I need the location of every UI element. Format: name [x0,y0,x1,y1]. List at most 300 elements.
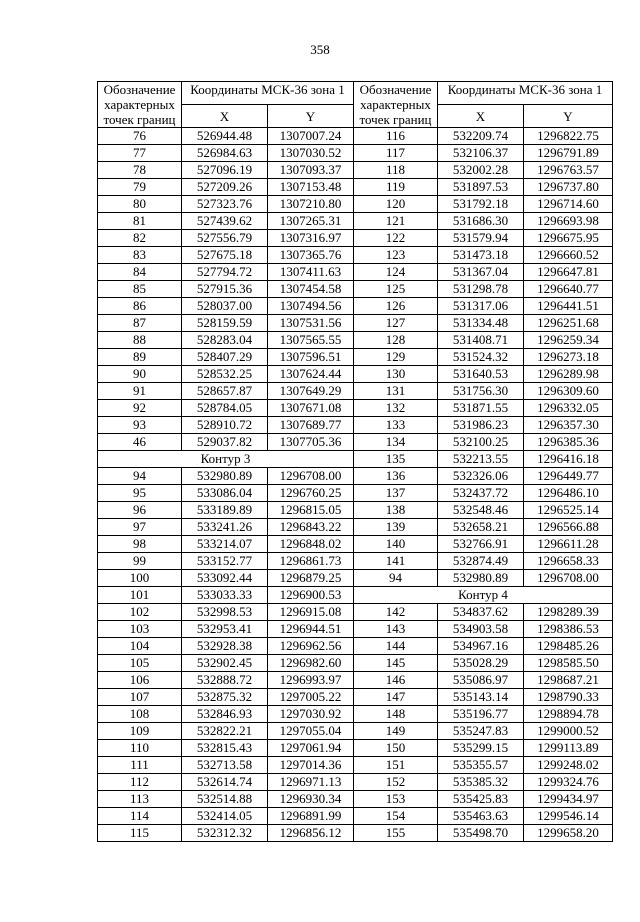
coord-y-left: 1307153.48 [268,179,354,196]
coord-x-right: 531756.30 [438,383,524,400]
point-id-right: 134 [354,434,438,451]
coord-x-right: 535143.14 [438,689,524,706]
coord-x-right: 535196.77 [438,706,524,723]
coord-x-right: 532326.06 [438,468,524,485]
point-id-left: 83 [98,247,182,264]
table-row [98,808,613,825]
table-row [98,162,613,179]
coord-y-right: 1296675.95 [524,230,613,247]
point-id-left: 95 [98,485,182,502]
coord-x-left: 533241.26 [182,519,268,536]
coord-y-left: 1307565.55 [268,332,354,349]
point-id-right: 136 [354,468,438,485]
point-id-left: 106 [98,672,182,689]
y-header-left: Y [268,105,354,128]
table-row [98,366,613,383]
table-row [98,655,613,672]
coord-y-right: 1298687.21 [524,672,613,689]
coord-y-left: 1296861.73 [268,553,354,570]
point-id-left: 91 [98,383,182,400]
coord-y-right: 1296763.57 [524,162,613,179]
coord-y-right: 1296273.18 [524,349,613,366]
coord-x-right: 535425.83 [438,791,524,808]
point-id-right: 148 [354,706,438,723]
coord-x-right: 532100.25 [438,434,524,451]
point-id-right: 132 [354,400,438,417]
point-id-right: 128 [354,332,438,349]
coord-y-left: 1297061.94 [268,740,354,757]
point-id-left: 77 [98,145,182,162]
coord-x-right: 534837.62 [438,604,524,621]
coord-x-left: 532980.89 [182,468,268,485]
coord-y-left: 1307365.76 [268,247,354,264]
contour-label-right: Контур 4 [354,587,613,604]
coord-x-right: 535355.57 [438,757,524,774]
coord-x-right: 531334.48 [438,315,524,332]
point-id-left: 92 [98,400,182,417]
coord-y-left: 1307411.63 [268,264,354,281]
coord-x-left: 528037.00 [182,298,268,315]
coord-y-left: 1297055.04 [268,723,354,740]
point-id-left: 111 [98,757,182,774]
designation-header-left: Обозначение характерных точек границ [98,82,182,128]
coord-x-left: 528159.59 [182,315,268,332]
coord-x-right: 535498.70 [438,825,524,842]
coord-y-left: 1296856.12 [268,825,354,842]
point-id-right: 139 [354,519,438,536]
table-row [98,434,613,451]
coord-y-right: 1296640.77 [524,281,613,298]
coord-y-right: 1296647.81 [524,264,613,281]
point-id-left: 76 [98,128,182,145]
table-row [98,468,613,485]
coord-y-right: 1296416.18 [524,451,613,468]
coord-x-right: 532106.37 [438,145,524,162]
coord-y-left: 1297030.92 [268,706,354,723]
point-id-left: 89 [98,349,182,366]
coord-x-left: 533033.33 [182,587,268,604]
coord-x-right: 532548.46 [438,502,524,519]
coord-x-left: 532312.32 [182,825,268,842]
table-row [98,672,613,689]
coord-y-right: 1296525.14 [524,502,613,519]
coord-y-left: 1307093.37 [268,162,354,179]
coord-y-left: 1307689.77 [268,417,354,434]
coord-y-left: 1307007.24 [268,128,354,145]
coord-x-right: 531686.30 [438,213,524,230]
coord-y-left: 1296915.08 [268,604,354,621]
coord-x-left: 533086.04 [182,485,268,502]
coord-x-left: 533214.07 [182,536,268,553]
point-id-right: 145 [354,655,438,672]
point-id-right: 141 [354,553,438,570]
point-id-right: 123 [354,247,438,264]
point-id-right: 124 [354,264,438,281]
coord-y-right: 1299248.02 [524,757,613,774]
point-id-left: 96 [98,502,182,519]
table-row [98,502,613,519]
coord-x-right: 532980.89 [438,570,524,587]
point-id-left: 90 [98,366,182,383]
table-row [98,349,613,366]
point-id-left: 87 [98,315,182,332]
coord-x-left: 532875.32 [182,689,268,706]
table-row [98,774,613,791]
coordinates-table [97,81,613,842]
table-header [98,82,613,128]
x-header-right: X [438,105,524,128]
coord-x-left: 532928.38 [182,638,268,655]
coord-x-right: 531986.23 [438,417,524,434]
coord-y-right: 1296289.98 [524,366,613,383]
point-id-right: 133 [354,417,438,434]
coord-y-left: 1296993.97 [268,672,354,689]
point-id-left: 108 [98,706,182,723]
point-id-right: 135 [354,451,438,468]
coord-y-left: 1296843.22 [268,519,354,536]
point-id-right: 125 [354,281,438,298]
coord-y-right: 1298894.78 [524,706,613,723]
coord-x-left: 527915.36 [182,281,268,298]
coord-y-right: 1296693.98 [524,213,613,230]
point-id-right: 140 [354,536,438,553]
point-id-right: 151 [354,757,438,774]
coord-y-right: 1296566.88 [524,519,613,536]
coord-x-left: 532998.53 [182,604,268,621]
contour-label-left: Контур 3 [98,451,354,468]
coordinates-header-right: Координаты МСК-36 зона 1 [438,82,613,105]
point-id-right: 130 [354,366,438,383]
table-row [98,417,613,434]
table-row [98,264,613,281]
coord-y-right: 1296449.77 [524,468,613,485]
coord-x-right: 531897.53 [438,179,524,196]
coord-y-left: 1307624.44 [268,366,354,383]
point-id-right: 126 [354,298,438,315]
coord-x-right: 531871.55 [438,400,524,417]
table-row [98,298,613,315]
table-body [98,128,613,842]
point-id-left: 86 [98,298,182,315]
point-id-left: 80 [98,196,182,213]
coord-y-left: 1296930.34 [268,791,354,808]
coord-x-left: 533189.89 [182,502,268,519]
point-id-left: 102 [98,604,182,621]
point-id-left: 112 [98,774,182,791]
point-id-left: 99 [98,553,182,570]
coord-x-left: 532822.21 [182,723,268,740]
coord-y-right: 1296309.60 [524,383,613,400]
coord-x-right: 534903.58 [438,621,524,638]
point-id-right: 127 [354,315,438,332]
point-id-left: 100 [98,570,182,587]
coord-x-left: 528910.72 [182,417,268,434]
table-row [98,706,613,723]
coord-x-left: 533152.77 [182,553,268,570]
table-row [98,332,613,349]
coord-y-right: 1296611.28 [524,536,613,553]
coord-x-left: 527556.79 [182,230,268,247]
point-id-left: 114 [98,808,182,825]
point-id-right: 129 [354,349,438,366]
point-id-right: 155 [354,825,438,842]
coord-y-right: 1299113.89 [524,740,613,757]
coord-x-left: 532414.05 [182,808,268,825]
table-row [98,485,613,502]
table-row [98,536,613,553]
point-id-right: 144 [354,638,438,655]
coord-y-left: 1296815.05 [268,502,354,519]
coord-y-right: 1299000.52 [524,723,613,740]
coord-x-right: 532766.91 [438,536,524,553]
coord-y-right: 1296357.30 [524,417,613,434]
point-id-right: 147 [354,689,438,706]
point-id-left: 94 [98,468,182,485]
point-id-left: 84 [98,264,182,281]
point-id-left: 46 [98,434,182,451]
coord-x-left: 532614.74 [182,774,268,791]
table-row [98,230,613,247]
table-row [98,281,613,298]
coord-x-left: 527439.62 [182,213,268,230]
coord-x-right: 531408.71 [438,332,524,349]
point-id-right: 150 [354,740,438,757]
coord-y-right: 1296332.05 [524,400,613,417]
coord-x-left: 532888.72 [182,672,268,689]
coord-x-left: 526984.63 [182,145,268,162]
point-id-right: 153 [354,791,438,808]
coord-x-right: 532002.28 [438,162,524,179]
table-row [98,757,613,774]
coord-y-left: 1296944.51 [268,621,354,638]
coord-y-left: 1307454.58 [268,281,354,298]
coord-x-left: 526944.48 [182,128,268,145]
table-row [98,247,613,264]
point-id-left: 97 [98,519,182,536]
coord-y-right: 1296714.60 [524,196,613,213]
point-id-left: 81 [98,213,182,230]
point-id-left: 113 [98,791,182,808]
coord-x-right: 531524.32 [438,349,524,366]
coord-y-right: 1299658.20 [524,825,613,842]
point-id-left: 82 [98,230,182,247]
point-id-right: 120 [354,196,438,213]
coord-y-right: 1296660.52 [524,247,613,264]
point-id-right: 138 [354,502,438,519]
table-row [98,213,613,230]
coord-y-left: 1307265.31 [268,213,354,230]
coord-y-left: 1296848.02 [268,536,354,553]
coord-y-left: 1296879.25 [268,570,354,587]
point-id-right: 122 [354,230,438,247]
table-row [98,740,613,757]
point-id-right: 137 [354,485,438,502]
point-id-right: 131 [354,383,438,400]
coord-x-right: 535028.29 [438,655,524,672]
point-id-left: 101 [98,587,182,604]
point-id-left: 88 [98,332,182,349]
coord-y-left: 1296962.56 [268,638,354,655]
table-row [98,451,613,468]
coord-x-right: 532658.21 [438,519,524,536]
point-id-right: 121 [354,213,438,230]
table-row [98,145,613,162]
y-header-right: Y [524,105,613,128]
coord-y-left: 1296708.00 [268,468,354,485]
coord-x-left: 529037.82 [182,434,268,451]
coord-x-left: 527675.18 [182,247,268,264]
coord-x-left: 532815.43 [182,740,268,757]
point-id-right: 116 [354,128,438,145]
point-id-right: 152 [354,774,438,791]
table-row [98,723,613,740]
coord-x-right: 535247.83 [438,723,524,740]
table-row [98,179,613,196]
coord-x-left: 527794.72 [182,264,268,281]
coord-y-left: 1296760.25 [268,485,354,502]
table-row [98,196,613,213]
point-id-right: 154 [354,808,438,825]
coord-x-right: 535385.32 [438,774,524,791]
coord-y-right: 1296441.51 [524,298,613,315]
coord-x-right: 532874.49 [438,553,524,570]
coord-y-right: 1296385.36 [524,434,613,451]
coord-x-left: 532902.45 [182,655,268,672]
coord-y-right: 1296251.68 [524,315,613,332]
x-header-left: X [182,105,268,128]
table-row [98,621,613,638]
coord-y-right: 1296822.75 [524,128,613,145]
coord-y-left: 1307210.80 [268,196,354,213]
coord-y-left: 1307531.56 [268,315,354,332]
coord-x-right: 531367.04 [438,264,524,281]
coord-y-right: 1298790.33 [524,689,613,706]
coord-y-right: 1296791.89 [524,145,613,162]
table-row [98,383,613,400]
point-id-left: 85 [98,281,182,298]
coord-x-right: 531473.18 [438,247,524,264]
point-id-right: 143 [354,621,438,638]
coord-y-right: 1299324.76 [524,774,613,791]
table-row [98,519,613,536]
coord-x-right: 532437.72 [438,485,524,502]
coord-y-left: 1307316.97 [268,230,354,247]
coord-y-left: 1296891.99 [268,808,354,825]
table-row [98,689,613,706]
point-id-left: 107 [98,689,182,706]
point-id-right: 149 [354,723,438,740]
coord-y-right: 1296737.80 [524,179,613,196]
coord-x-right: 531792.18 [438,196,524,213]
coord-y-right: 1298289.39 [524,604,613,621]
point-id-left: 93 [98,417,182,434]
designation-header-right: Обозначение характерных точек границ [354,82,438,128]
coord-y-left: 1307705.36 [268,434,354,451]
coord-y-left: 1307030.52 [268,145,354,162]
coord-x-right: 531640.53 [438,366,524,383]
coord-x-left: 527323.76 [182,196,268,213]
coord-x-right: 531298.78 [438,281,524,298]
point-id-left: 104 [98,638,182,655]
coord-y-right: 1296259.34 [524,332,613,349]
table-row [98,553,613,570]
point-id-right: 146 [354,672,438,689]
coord-x-right: 534967.16 [438,638,524,655]
coord-x-left: 532953.41 [182,621,268,638]
point-id-left: 109 [98,723,182,740]
coord-x-right: 531579.94 [438,230,524,247]
coord-y-left: 1307671.08 [268,400,354,417]
table-row [98,570,613,587]
point-id-left: 110 [98,740,182,757]
coord-x-left: 527096.19 [182,162,268,179]
point-id-left: 98 [98,536,182,553]
coord-y-left: 1297005.22 [268,689,354,706]
coord-y-right: 1299434.97 [524,791,613,808]
coord-x-left: 527209.26 [182,179,268,196]
coord-x-left: 528784.05 [182,400,268,417]
coordinates-header-left: Координаты МСК-36 зона 1 [182,82,354,105]
coord-y-right: 1298386.53 [524,621,613,638]
point-id-right: 117 [354,145,438,162]
coord-y-right: 1296708.00 [524,570,613,587]
coord-x-left: 533092.44 [182,570,268,587]
coord-x-right: 535086.97 [438,672,524,689]
coord-y-left: 1307596.51 [268,349,354,366]
point-id-left: 79 [98,179,182,196]
coord-x-right: 535299.15 [438,740,524,757]
coord-x-left: 532514.88 [182,791,268,808]
coord-y-right: 1296486.10 [524,485,613,502]
coord-x-right: 532213.55 [438,451,524,468]
table-row [98,315,613,332]
table-row [98,587,613,604]
coord-y-right: 1298485.26 [524,638,613,655]
coord-y-right: 1299546.14 [524,808,613,825]
coord-y-left: 1296971.13 [268,774,354,791]
table-row [98,400,613,417]
coord-y-right: 1298585.50 [524,655,613,672]
coord-x-left: 532713.58 [182,757,268,774]
coord-x-left: 528407.29 [182,349,268,366]
coord-y-left: 1297014.36 [268,757,354,774]
point-id-left: 103 [98,621,182,638]
coord-x-right: 535463.63 [438,808,524,825]
table-row [98,791,613,808]
point-id-right: 142 [354,604,438,621]
coord-x-left: 528283.04 [182,332,268,349]
coord-y-left: 1307649.29 [268,383,354,400]
table-row [98,128,613,145]
point-id-left: 78 [98,162,182,179]
table-row [98,604,613,621]
coord-y-left: 1296900.53 [268,587,354,604]
coord-x-left: 532846.93 [182,706,268,723]
coord-x-left: 528532.25 [182,366,268,383]
point-id-right: 119 [354,179,438,196]
coord-x-left: 528657.87 [182,383,268,400]
table-row [98,638,613,655]
coord-x-right: 532209.74 [438,128,524,145]
point-id-right: 118 [354,162,438,179]
page-number: 358 [310,42,330,57]
point-id-left: 115 [98,825,182,842]
coord-y-left: 1307494.56 [268,298,354,315]
point-id-left: 105 [98,655,182,672]
coord-x-right: 531317.06 [438,298,524,315]
point-id-right: 94 [354,570,438,587]
coord-y-left: 1296982.60 [268,655,354,672]
